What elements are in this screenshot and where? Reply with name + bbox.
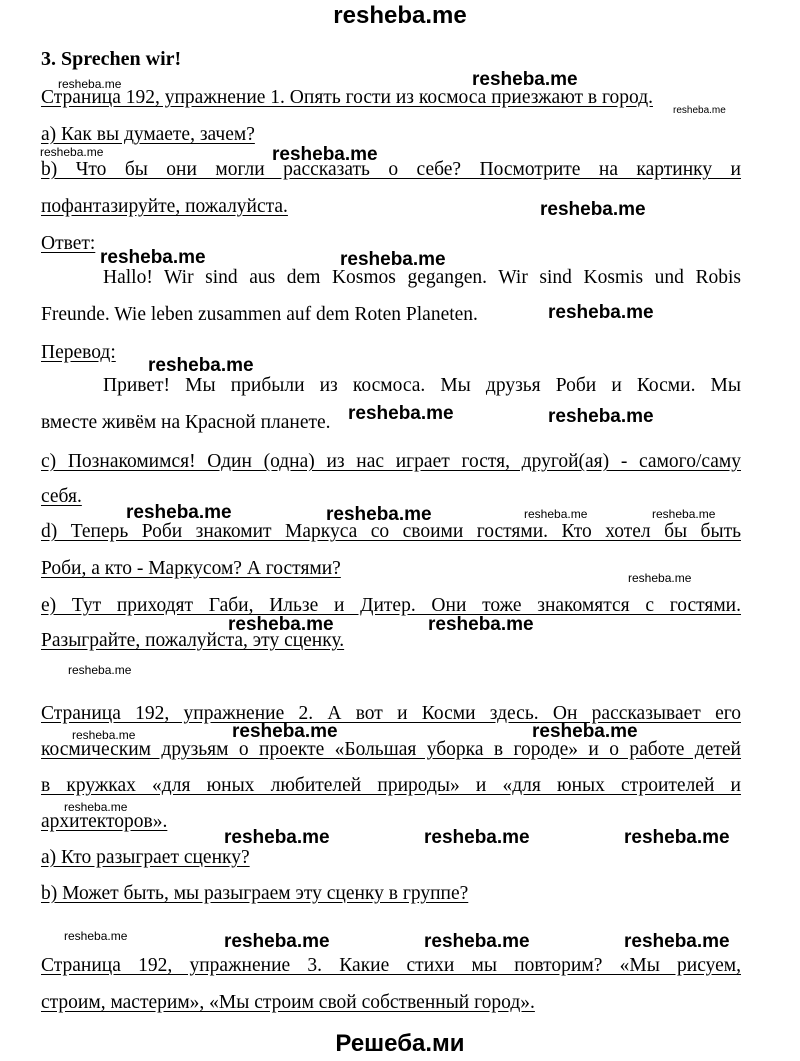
watermark: resheba.me [540,199,646,220]
translation-label: Перевод: [41,342,116,363]
task2-line1: Страница 192, упражнение 2. А вот и Косми здесь. Он рассказывает его [41,703,741,724]
watermark: resheba.me [472,69,578,90]
translation-line2: вместе живём на Красной планете. [41,412,331,433]
watermark: resheba.me [58,77,122,91]
watermark: resheba.me [428,614,534,635]
answer-line1: Hallo! Wir sind aus dem Kosmos gegangen. Wir sind Kosmis und Robis [103,267,741,288]
task1-question-c-line1: c) Познакомимся! Один (одна) из нас играет гостя, другой(ая) - самого/саму [41,451,741,472]
watermark: resheba.me [126,502,232,523]
watermark: resheba.me [652,507,716,521]
watermark: resheba.me [40,145,104,159]
watermark: resheba.me [64,929,128,943]
task1-question-b-line2: пофантазируйте, пожалуйста. [41,196,288,217]
watermark: resheba.me [232,721,338,742]
watermark: resheba.me [272,144,378,165]
translation-line1: Привет! Мы прибыли из космоса. Мы друзья Роби и Косми. Мы [103,375,741,396]
task1-question-d-line2: Роби, а кто - Маркусом? А гостями? [41,558,341,579]
task1-question-e-line1: e) Тут приходят Габи, Ильзе и Дитер. Они тоже знакомятся с гостями. [41,595,741,616]
watermark: resheba.me [624,827,730,848]
watermark: resheba.me [524,507,588,521]
watermark: resheba.me [628,571,692,585]
answer-label: Ответ: [41,233,96,254]
task3-line1: Страница 192, упражнение 3. Какие стихи мы повторим? «Мы рисуем, [41,955,741,976]
watermark: resheba.me [64,800,128,814]
watermark: resheba.me [532,721,638,742]
site-brand-header: resheba.me [333,2,467,29]
task1-question-a: а) Как вы думаете, зачем? [41,124,255,145]
task2-line4: архитекторов». [41,811,168,832]
task2-line2: космическим друзьям о проекте «Большая уборка в городе» и о работе детей [41,739,741,760]
watermark: resheba.me [548,302,654,323]
task1-question-d-line1: d) Теперь Роби знакомит Маркуса со своими гостями. Кто хотел бы быть [41,521,741,542]
task2-line3: в кружках «для юных любителей природы» и «для юных строителей и [41,775,741,796]
task1-question-c-line2: себя. [41,486,82,507]
watermark: resheba.me [228,614,334,635]
section-heading: 3. Sprechen wir! [41,48,182,70]
task2-question-a: а) Кто разыграет сценку? [41,847,250,868]
task2-question-b: b) Может быть, мы разыграем эту сценку в группе? [41,883,469,904]
watermark: resheba.me [548,406,654,427]
watermark: resheba.me [340,249,446,270]
watermark: resheba.me [348,403,454,424]
watermark: resheba.me [224,931,330,952]
watermark: resheba.me [326,504,432,525]
watermark: resheba.me [424,931,530,952]
watermark: resheba.me [148,355,254,376]
answer-line2: Freunde. Wie leben zusammen auf dem Roten Planeten. [41,304,478,325]
watermark: resheba.me [72,728,136,742]
site-brand-footer: Решеба.ми [335,1030,465,1057]
task1-question-e-line2: Разыграйте, пожалуйста, эту сценку. [41,630,345,651]
task1-question-b-line1: b) Что бы они могли рассказать о себе? Посмотрите на картинку и [41,159,741,180]
task3-line2: строим, мастерим», «Мы строим свой собственный город». [41,992,535,1013]
watermark: resheba.me [224,827,330,848]
watermark: resheba.me [673,105,726,116]
task1-title: Страница 192, упражнение 1. Опять гости из космоса приезжают в город. [41,87,653,108]
watermark: resheba.me [68,663,132,677]
watermark: resheba.me [100,247,206,268]
watermark: resheba.me [624,931,730,952]
watermark: resheba.me [424,827,530,848]
